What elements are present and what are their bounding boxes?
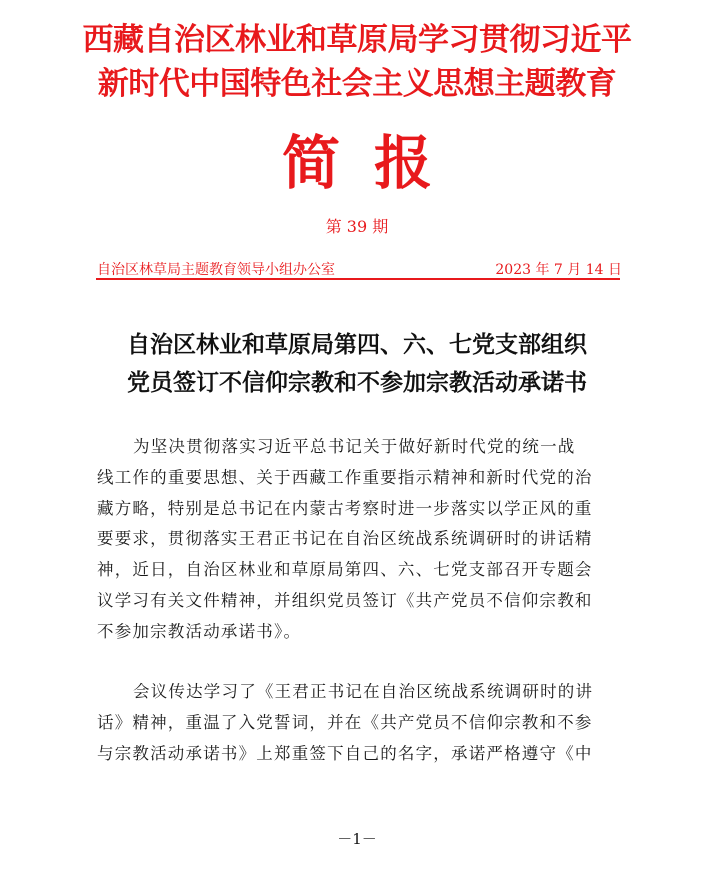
- text-line: 神，近日，自治区林业和草原局第四、六、七党支部召开专题会: [97, 560, 593, 580]
- text-line: 会议传达学习了《王君正书记在自治区统战系统调研时的讲: [133, 682, 594, 701]
- text-line: 为坚决贯彻落实习近平总书记关于做好新时代党的统一战: [133, 437, 576, 456]
- issuing-office: 自治区林草局主题教育领导小组办公室: [97, 262, 335, 278]
- issue-number: 第 39 期: [325, 217, 389, 236]
- text-line: 话》精神，重温了入党誓词，并在《共产党员不信仰宗教和不参: [97, 712, 593, 732]
- text-line: 要要求，贯彻落实王君正书记在自治区统战系统调研时的讲话精: [97, 529, 593, 549]
- issue-date: 2023 年 7 月 14 日: [495, 262, 622, 278]
- text-line: 线工作的重要思想、关于西藏工作重要指示精神和新时代党的治: [97, 467, 593, 487]
- paragraph-2: [97, 677, 628, 769]
- paragraph-1: [97, 432, 628, 648]
- article-title-line-2: 党员签订不信仰宗教和不参加宗教活动承诺书: [127, 369, 587, 396]
- red-divider: [96, 278, 620, 280]
- text-line: 藏方略，特别是总书记在内蒙古考察时进一步落实以学正风的重: [97, 498, 593, 518]
- text-line: 不参加宗教活动承诺书》。: [97, 621, 302, 641]
- text-line: 议学习有关文件精神，并组织党员签订《共产党员不信仰宗教和: [97, 590, 593, 610]
- bulletin-title: 简报: [281, 129, 466, 197]
- page-number: －1－: [337, 830, 377, 848]
- masthead-line-2: 新时代中国特色社会主义思想主题教育: [97, 66, 617, 102]
- article-title-line-1: 自治区林业和草原局第四、六、七党支部组织: [127, 331, 587, 358]
- masthead-line-1: 西藏自治区林业和草原局学习贯彻习近平: [82, 22, 632, 58]
- text-line: 与宗教活动承诺书》上郑重签下自己的名字，承诺严格遵守《中: [97, 743, 593, 763]
